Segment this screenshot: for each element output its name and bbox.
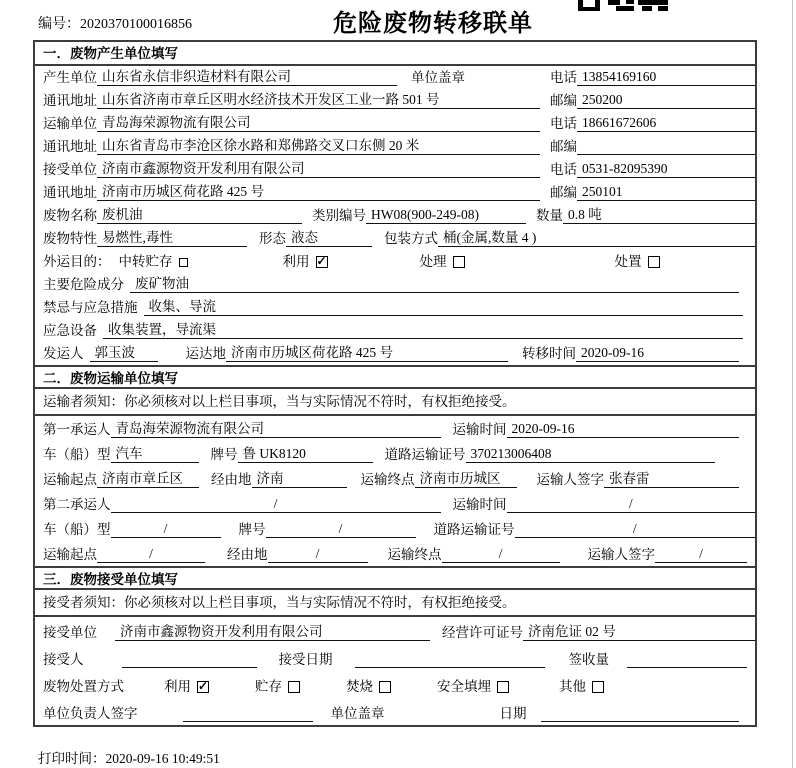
row-acceptor: [35, 644, 755, 671]
route-end-2-label: 运输终点: [387, 547, 442, 562]
route-via-2-label: 经由地: [227, 547, 268, 562]
transporter-zip-value: [577, 139, 755, 155]
section2-header: 二．废物运输单位填写: [35, 365, 755, 389]
row-route-1: [35, 466, 755, 491]
transporter-address-value: 山东省青岛市李沧区徐水路和郑佛路交叉口东侧 20 米: [97, 134, 540, 155]
waste-category-label: 类别编号: [312, 208, 366, 223]
row-responsible-signature: [35, 698, 755, 725]
row-transporter-address: [35, 135, 755, 158]
waste-qty-value: 0.8 吨: [563, 203, 755, 224]
unit-seal-label: 单位盖章: [330, 706, 385, 721]
row-taboo-measures: [35, 296, 755, 319]
section3-header: 三．废物接受单位填写: [35, 566, 755, 590]
row-waste-name: [35, 204, 755, 227]
disposal-use-checkbox: [197, 681, 209, 693]
row-hazard-component: [35, 273, 755, 296]
producer-address-label: 通讯地址: [43, 93, 97, 108]
disposal-opt-burn: 焚烧: [346, 679, 373, 694]
transporter-notice: 运输者须知：你必须核对以上栏目事项，当与实际情况不符时，有权拒绝接受。: [35, 389, 755, 416]
receiver-notice: 接受者须知：你必须核对以上栏目事项，当与实际情况不符时，有权拒绝接受。: [35, 590, 755, 617]
carrier-sign-2-label: 运输人签字: [587, 547, 655, 562]
qr-code-fragment-icon: [578, 0, 670, 11]
row-dispatcher: [35, 342, 755, 365]
row-transporter: [35, 112, 755, 135]
responsible-sign-value: [183, 706, 313, 722]
producer-value: 山东省永信非织造材料有限公司: [97, 65, 397, 86]
row-route-2: [35, 541, 755, 566]
producer-tel-value: 13854169160: [577, 69, 755, 86]
sign-date-value: [541, 706, 740, 722]
second-carrier-value: /: [111, 496, 441, 513]
disposal-opt-other: 其他: [559, 679, 586, 694]
row-producer-address: [35, 89, 755, 112]
serial-number: [38, 13, 192, 33]
sign-qty-label: 签收量: [568, 652, 609, 667]
row-disposal-method: [35, 671, 755, 698]
license-value: 济南危证 02 号: [523, 620, 755, 641]
row-waste-property: [35, 227, 755, 250]
acceptor-label: 接受人: [43, 652, 84, 667]
plate-value: 鲁 UK8120: [238, 442, 373, 463]
taboo-value: 收集、导流: [144, 295, 744, 316]
receiver-zip-value: 250101: [577, 184, 755, 201]
transporter-zip-label: 邮编: [550, 139, 577, 154]
waste-property-label: 废物特性: [43, 231, 97, 246]
section1-header: 一．废物产生单位填写: [35, 42, 755, 66]
route-end-2-value: /: [442, 546, 560, 563]
route-end-value: 济南市历城区: [415, 467, 517, 488]
disposal-opt-landfill: 安全填埋: [437, 679, 491, 694]
transfer-time-value: 2020-09-16: [576, 345, 739, 362]
second-carrier-label: 第二承运人: [43, 497, 111, 512]
destination-value: 济南市历城区荷花路 425 号: [226, 341, 508, 362]
receiver-address-label: 通讯地址: [43, 185, 97, 200]
plate-2-label: 牌号: [238, 522, 266, 537]
purpose-dispose-checkbox: [648, 256, 660, 268]
purpose-treat-checkbox: [453, 256, 465, 268]
first-carrier-label: 第一承运人: [43, 422, 111, 437]
packing-label: 包装方式: [384, 231, 438, 246]
route-end-label: 运输终点: [360, 472, 415, 487]
license-label: 经营许可证号: [442, 625, 523, 640]
road-permit-2-value: /: [515, 521, 756, 538]
row-second-carrier: [35, 491, 755, 516]
equipment-label: 应急设备: [43, 323, 97, 338]
accept-unit-value: 济南市鑫源物资开发利用有限公司: [115, 620, 430, 641]
row-emergency-equipment: [35, 319, 755, 342]
route-start-value: 济南市章丘区: [97, 467, 199, 488]
waste-name-label: 废物名称: [43, 208, 97, 223]
row-receiver: [35, 158, 755, 181]
taboo-label: 禁忌与应急措施: [43, 300, 138, 315]
carrier-sign-2-value: /: [655, 546, 747, 563]
waste-property-value: 易燃性,毒性: [97, 226, 247, 247]
packing-value: 桶(金属,数量 4 ): [438, 226, 755, 247]
disposal-label: 废物处置方式: [43, 679, 124, 694]
receiver-address-value: 济南市历城区荷花路 425 号: [97, 180, 540, 201]
disposal-store-checkbox: [288, 681, 300, 693]
purpose-opt-use: 利用: [282, 254, 310, 269]
row-receiver-address: [35, 181, 755, 204]
sign-date-label: 日期: [499, 706, 527, 721]
seal-label: 单位盖章: [411, 70, 465, 85]
print-time-label: 打印时间：: [38, 751, 106, 766]
vehicle-type-label: 车（船）型: [43, 447, 111, 462]
transport-time-value: 2020-09-16: [507, 421, 740, 438]
accept-unit-label: 接受单位: [43, 625, 97, 640]
waste-form-value: 液态: [286, 226, 372, 247]
page-edge-line: [792, 0, 793, 768]
transfer-time-label: 转移时间: [522, 346, 576, 361]
receiver-value: 济南市鑫源物资开发利用有限公司: [97, 157, 540, 178]
vehicle-type-2-label: 车（船）型: [43, 522, 111, 537]
print-time-value: 2020-09-16 10:49:51: [105, 751, 220, 766]
receiver-tel-label: 电话: [550, 162, 577, 177]
row-accept-unit: [35, 617, 755, 644]
transport-time-2-value: /: [507, 496, 756, 513]
row-first-carrier: [35, 416, 755, 441]
road-permit-2-label: 道路运输证号: [433, 522, 515, 537]
route-start-label: 运输起点: [43, 472, 97, 487]
route-via-value: 济南: [252, 467, 347, 488]
vehicle-type-2-value: /: [111, 521, 221, 538]
purpose-storage-checkbox: [179, 258, 188, 267]
dispatcher-value: 郭玉波: [90, 341, 158, 362]
producer-address-value: 山东省济南市章丘区明水经济技术开发区工业一路 501 号: [97, 88, 540, 109]
page-title: 危险废物转移联单: [333, 11, 533, 37]
accept-date-value: [355, 652, 545, 668]
receiver-label: 接受单位: [43, 162, 97, 177]
hazard-label: 主要危险成分: [43, 277, 124, 292]
carrier-sign-value: 张春雷: [604, 467, 739, 488]
producer-label: 产生单位: [43, 70, 97, 85]
transport-time-2-label: 运输时间: [452, 497, 507, 512]
route-via-2-value: /: [268, 546, 368, 563]
transporter-value: 青岛海荣源物流有限公司: [97, 111, 540, 132]
plate-2-value: /: [266, 521, 416, 538]
receiver-zip-label: 邮编: [550, 185, 577, 200]
transporter-tel-value: 18661672606: [577, 115, 755, 132]
vehicle-type-value: 汽车: [111, 442, 199, 463]
road-permit-label: 道路运输证号: [384, 447, 466, 462]
row-vehicle-2: [35, 516, 755, 541]
plate-label: 牌号: [210, 447, 238, 462]
waste-name-value: 废机油: [97, 203, 302, 224]
row-vehicle-1: [35, 441, 755, 466]
row-transfer-purpose: [35, 250, 755, 273]
hazard-value: 废矿物油: [130, 272, 739, 293]
purpose-opt-storage: 中转贮存: [118, 254, 173, 269]
producer-zip-value: 250200: [577, 92, 755, 109]
disposal-opt-use: 利用: [164, 679, 191, 694]
waste-form-label: 形态: [259, 231, 286, 246]
carrier-sign-label: 运输人签字: [536, 472, 604, 487]
disposal-other-checkbox: [592, 681, 604, 693]
purpose-opt-treat: 处理: [419, 254, 447, 269]
sign-qty-value: [627, 652, 747, 668]
transport-time-label: 运输时间: [452, 422, 507, 437]
first-carrier-value: 青岛海荣源物流有限公司: [111, 417, 441, 438]
equipment-value: 收集装置，导流渠: [103, 318, 743, 339]
transporter-label: 运输单位: [43, 116, 97, 131]
receiver-tel-value: 0531-82095390: [577, 161, 755, 178]
dispatcher-label: 发运人: [43, 346, 84, 361]
disposal-landfill-checkbox: [497, 681, 509, 693]
print-time: [38, 747, 220, 767]
producer-tel-label: 电话: [550, 70, 577, 85]
purpose-opt-dispose: 处置: [614, 254, 642, 269]
serial-label: 编号：: [38, 17, 80, 32]
waste-qty-label: 数量: [536, 208, 563, 223]
destination-label: 运达地: [185, 346, 226, 361]
acceptor-value: [122, 652, 257, 668]
serial-value: 2020370100016856: [80, 17, 192, 32]
purpose-use-checkbox: [316, 256, 328, 268]
transporter-address-label: 通讯地址: [43, 139, 97, 154]
transfer-form-table: [33, 40, 757, 727]
route-start-2-value: /: [97, 546, 205, 563]
disposal-opt-store: 贮存: [255, 679, 282, 694]
route-via-label: 经由地: [211, 472, 252, 487]
disposal-burn-checkbox: [379, 681, 391, 693]
row-producer: [35, 66, 755, 89]
responsible-sign-label: 单位负责人签字: [43, 706, 138, 721]
road-permit-value: 370213006408: [466, 446, 716, 463]
purpose-label: 外运目的：: [43, 254, 111, 269]
waste-category-value: HW08(900-249-08): [366, 207, 526, 224]
producer-zip-label: 邮编: [550, 93, 577, 108]
route-start-2-label: 运输起点: [43, 547, 97, 562]
accept-date-label: 接受日期: [278, 652, 333, 667]
transporter-tel-label: 电话: [550, 116, 577, 131]
